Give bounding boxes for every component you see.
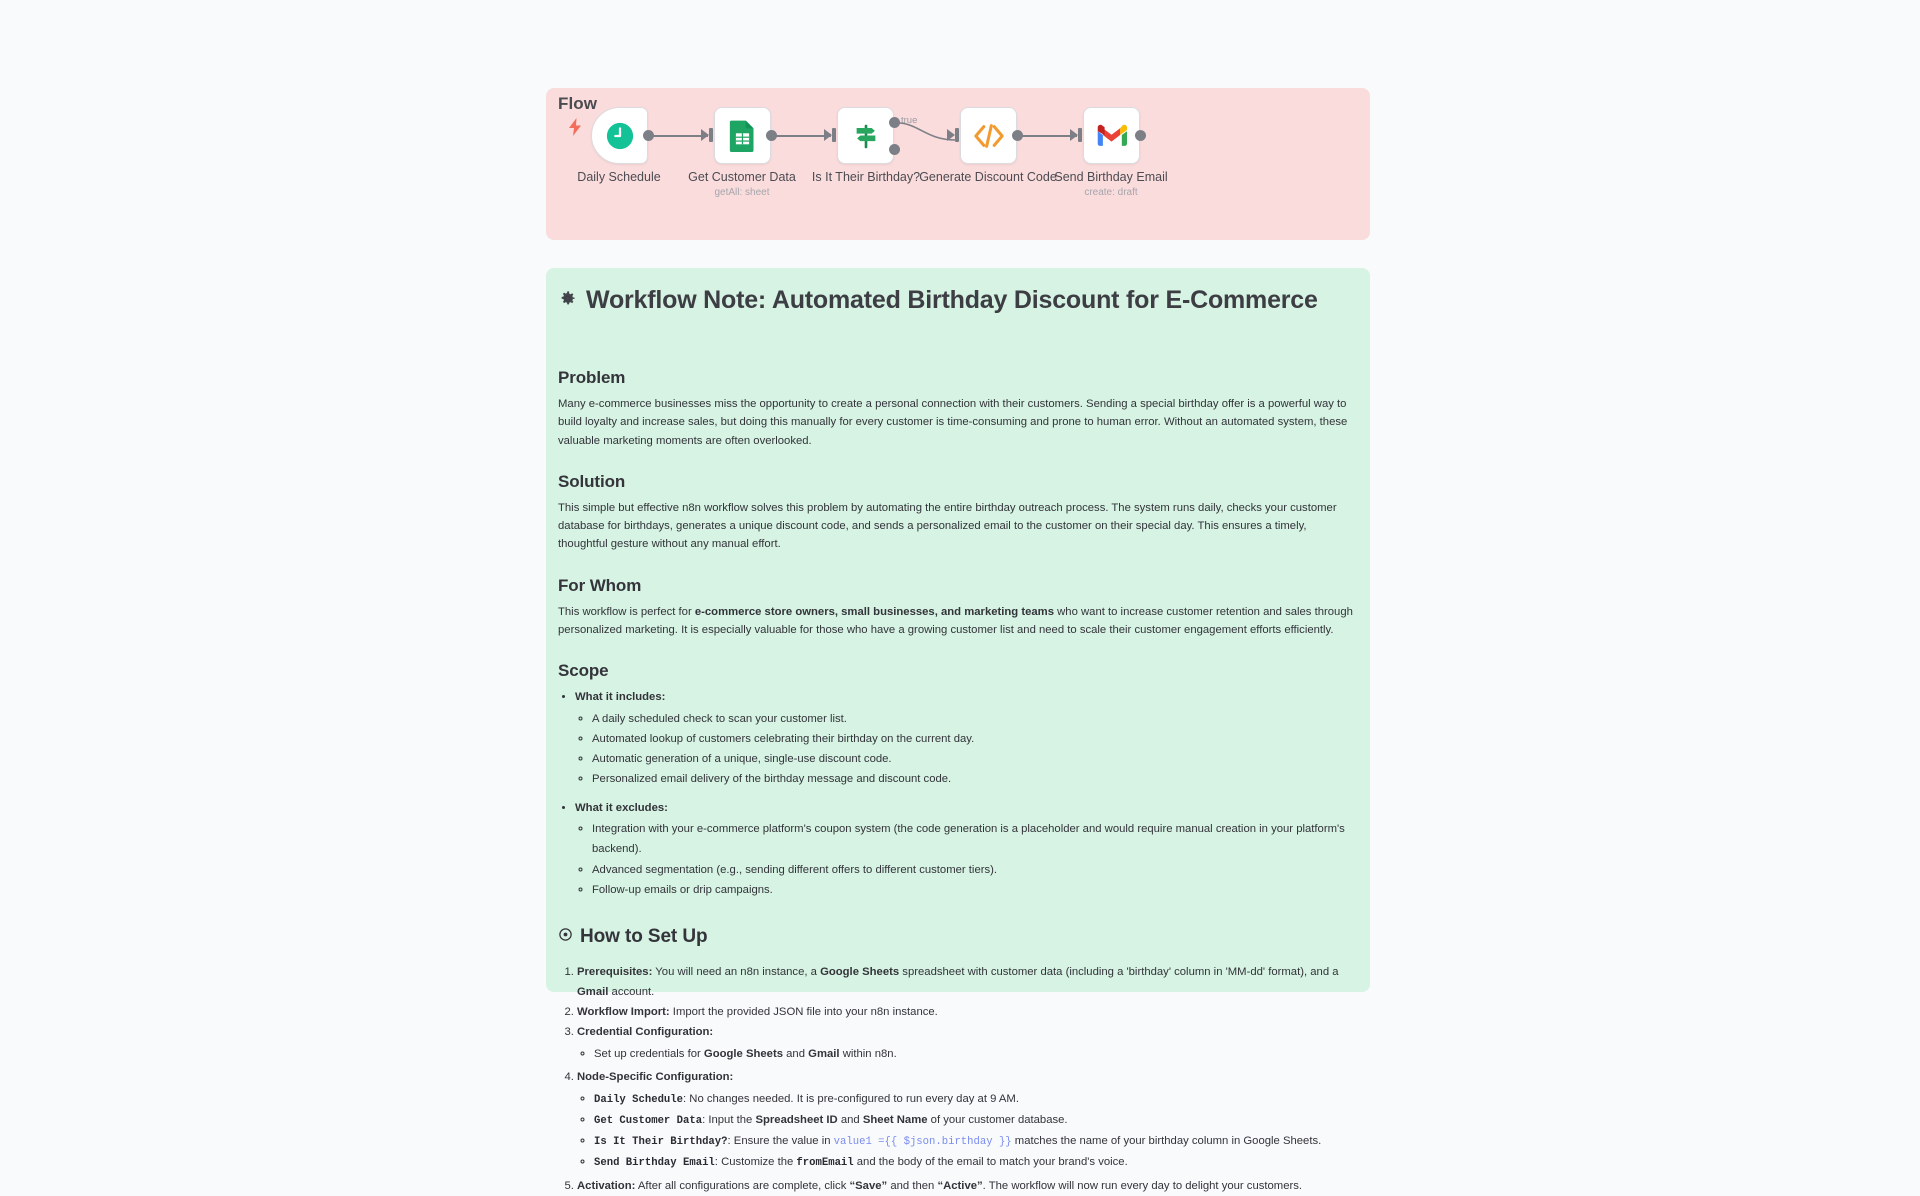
node2-bold-b: Sheet Name [862,1114,928,1127]
flow-node-daily-schedule[interactable] [591,107,648,164]
step2-label: Workflow Import: [577,1005,670,1018]
flow-panel-title: Flow [558,94,598,113]
connector-2 [774,135,831,137]
list-item [577,1002,1358,1022]
step5-c: and then [887,1179,938,1192]
list-item [594,1044,1358,1064]
clock-icon [605,121,635,151]
connector-arrowbar-2 [832,128,836,142]
node2-text-b: and [837,1114,863,1127]
node4-code: Send Birthday Email [594,1156,715,1169]
output-dot-5[interactable] [1135,130,1146,141]
step4-sublist [577,1089,1358,1172]
node4-text-a: : Customize the [714,1155,797,1168]
list-item [594,1089,1358,1110]
heading-how-to-set-up [558,926,1358,948]
heading-scope: Scope [558,661,609,681]
scope-list [558,688,1358,899]
node2-bold-a: Spreadsheet ID [755,1114,838,1127]
gmail-icon [1096,124,1127,148]
step3-sub-d: Gmail [808,1048,840,1061]
note-title-row [558,286,1318,315]
flow-node-label-2: Get Customer Data [688,170,796,184]
gear-icon [558,927,573,946]
code-icon [973,123,1005,149]
step5-label: Activation: [577,1179,636,1192]
node2-text-c: of your customer database. [927,1114,1068,1127]
note-body [556,358,1360,1196]
setup-steps [558,962,1358,1196]
node2-code: Get Customer Data [594,1115,703,1128]
list-item [577,1176,1358,1196]
page-title: Workflow Note: Automated Birthday Discount for E-Commerce [586,286,1318,314]
flow-branch-label-true: true [901,115,918,126]
flow-panel [546,88,1370,240]
step5-e: . The workflow will now run every day to delight your customers. [982,1179,1303,1192]
node3-text-b: matches the name of your birthday column in Google Sheets. [1011,1134,1322,1147]
flow-node-get-customer-data[interactable] [714,107,771,164]
node4-text-b: and the body of the email to match your brand's voice. [853,1155,1128,1168]
problem-text: Many e-commerce businesses miss the opportunity to create a personal connection with their customers. Sending a special birthday offer is a powerful way to build loyalty and increase sales, but doing this manually for every customer is time-consuming and prone to human error. Without an automated system, these valuable marketing moments are often overlooked. [558,398,1348,447]
scope-excludes-group [575,799,1358,900]
connector-arrowbar-4 [1078,128,1082,142]
workflow-note-panel [546,268,1370,1192]
solution-text: This simple but effective n8n workflow solves this problem by automating the entire birthday outreach process. The system runs daily, checks your customer database for birthdays, generates a unique discount code, and sends a personalized email to the customer on their special day. This ensures a timely, thoughtful gesture without any manual effort. [558,501,1337,551]
step5-d: “Active” [937,1179,983,1192]
flow-node-sublabel-5: create: draft [1084,187,1138,198]
step4-label: Node-Specific Configuration: [577,1071,734,1084]
step3-sub-c: and [783,1048,809,1061]
connector-4 [1020,135,1077,137]
step5-a: After all configurations are complete, click [635,1179,850,1192]
step1-d: Gmail [577,985,609,998]
flow-node-generate-discount-code[interactable] [960,107,1017,164]
google-sheets-icon [729,119,756,152]
scope-includes-list [575,709,1358,789]
node4-code-b: fromEmail [796,1156,854,1169]
list-item [594,1131,1358,1152]
list-item [594,1110,1358,1131]
step2-text: Import the provided JSON file into your n8n instance. [669,1005,938,1018]
step1-b: Google Sheets [820,965,900,978]
step3-label: Credential Configuration: [577,1026,714,1038]
connector-arrowbar-1 [709,128,713,142]
node3-code: Is It Their Birthday? [594,1135,728,1148]
node3-text-a: : Ensure the value in [727,1134,834,1147]
list-item: ◦ Automated lookup of customers celebrating their birthday on the current day. [592,729,1358,749]
setup-heading-label: How to Set Up [580,925,708,947]
connector-3 [898,108,960,148]
connector-arrow-3 [947,129,955,141]
heading-problem: Problem [558,368,626,387]
flow-node-label-4: Generate Discount Code [919,170,1057,184]
step1-c: spreadsheet with customer data (including a 'birthday' column in 'MM-dd' format), and a [899,965,1339,978]
connector-arrow-4 [1070,129,1078,141]
node2-text-a: : Input the [702,1114,756,1127]
list-item [594,1152,1358,1173]
flow-canvas[interactable] [546,88,1370,240]
for-whom-text [558,603,1358,640]
step1-e: account. [608,985,655,998]
node1-text: : No changes needed. It is pre-configured to run every day at 9 AM. [683,1093,1019,1106]
list-item: ◦ Advanced segmentation (e.g., sending different offers to different customer tiers). [592,860,1358,880]
step1-a: You will need an n8n instance, a [652,965,821,978]
step3-sub-a: Set up credentials for [594,1048,704,1061]
for-whom-audience: e-commerce store owners, small businesses, and marketing teams [694,605,1054,618]
scope-includes-label: What it includes: [575,691,666,704]
flow-node-label-3: Is It Their Birthday? [811,170,921,184]
list-item: ◦ Follow-up emails or drip campaigns. [592,880,1358,900]
step3-sublist [577,1044,1358,1064]
scope-includes-group [575,688,1358,789]
lightning-bolt-icon [568,118,582,140]
step5-b: “Save” [849,1179,888,1192]
flow-node-is-it-their-birthday[interactable] [837,107,894,164]
connector-1 [651,135,708,137]
list-item: ◦ Personalized email delivery of the birthday message and discount code. [592,769,1358,789]
flow-node-label-5: Send Birthday Email [1054,170,1168,184]
list-item [577,962,1358,1002]
connector-arrowbar-3 [955,128,959,142]
switch-signpost-icon [851,121,881,151]
heading-solution: Solution [558,471,626,491]
node1-code: Daily Schedule [594,1094,684,1107]
list-item [577,1022,1358,1064]
list-item [577,1067,1358,1172]
step3-sub-b: Google Sheets [703,1048,784,1061]
step3-sub-e: within n8n. [839,1048,897,1061]
flow-node-sublabel-2: getAll: sheet [714,187,770,198]
list-item: ◦ Automatic generation of a unique, single-use discount code. [592,749,1358,769]
for-whom-text-after: who want to increase customer retention and sales through personalized marketing. It is especially valuable for those who have a growing customer list and need to scale their customer engagement efforts efficiently. [558,605,1353,637]
for-whom-text-before: This workflow is perfect for [558,605,695,618]
list-item: ◦ A daily scheduled check to scan your customer list. [592,709,1358,729]
connector-arrow-2 [824,129,832,141]
scope-excludes-label: What it excludes: [575,802,668,815]
gear-icon [558,288,577,313]
flow-node-label-1: Daily Schedule [577,170,661,184]
step1-label: Prerequisites: [577,965,653,978]
flow-node-send-birthday-email[interactable] [1083,107,1140,164]
scope-excludes-list [575,819,1358,899]
heading-for-whom: For Whom [558,575,642,595]
node3-expression: value1 ={{ $json.birthday }} [833,1135,1012,1148]
connector-arrow-1 [701,129,709,141]
list-item: ◦ Integration with your e-commerce platform's coupon system (the code generation is a placeholder and would require manual creation in your platform's backend). [592,819,1358,859]
